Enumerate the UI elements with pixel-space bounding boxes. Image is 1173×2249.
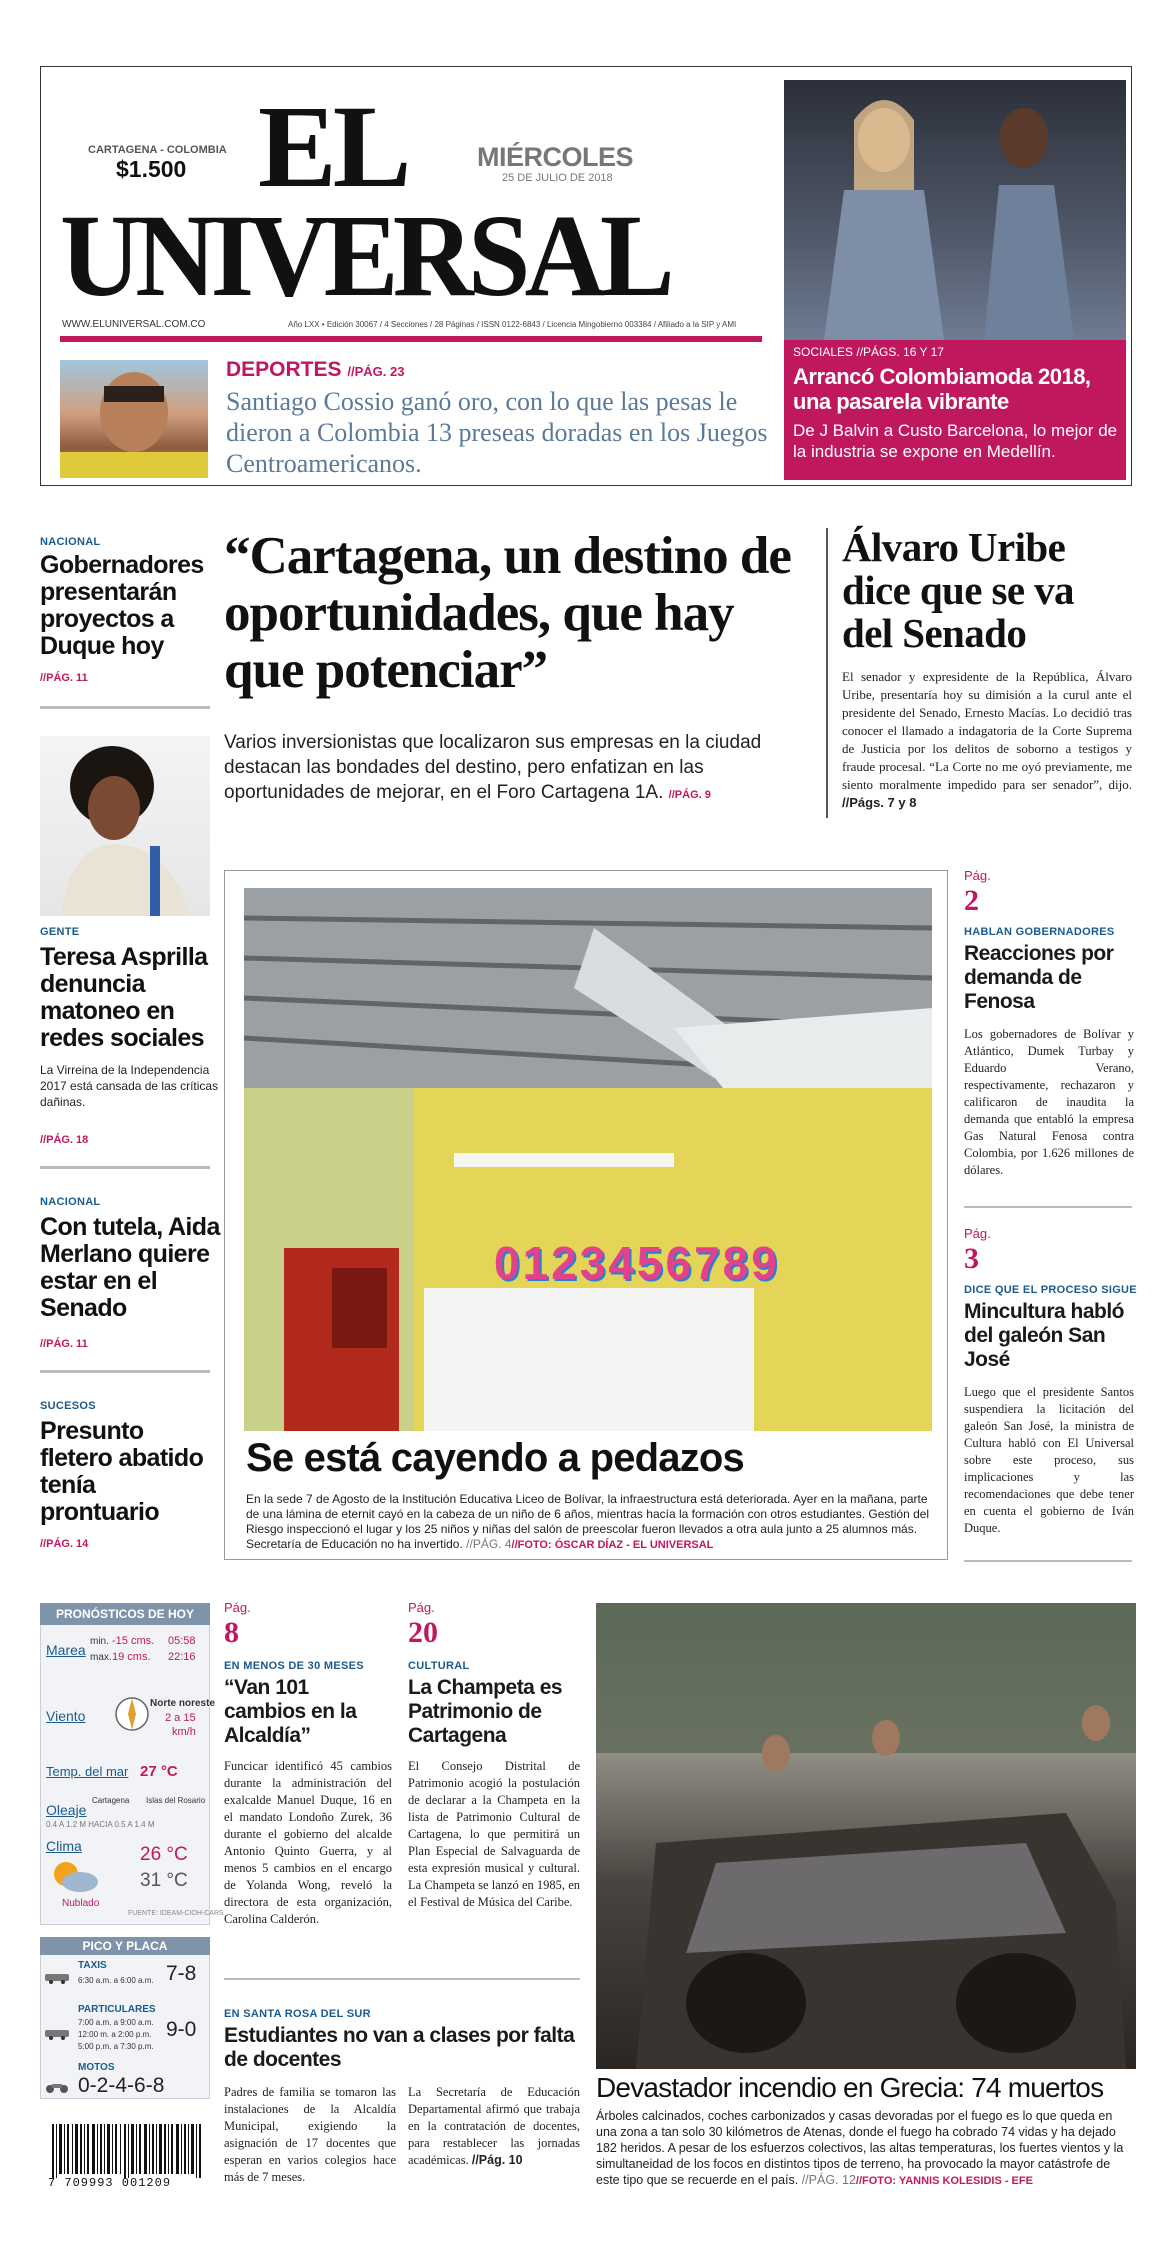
- nacional1-label: NACIONAL: [40, 536, 101, 548]
- right1-title[interactable]: Reacciones por demanda de Fenosa: [964, 942, 1114, 1013]
- masthead-rule: [60, 336, 762, 342]
- oleaje-islas: Islas del Rosario: [146, 1796, 206, 1805]
- mid1-label: EN MENOS DE 30 MESES: [224, 1660, 364, 1672]
- weather-title: PRONÓSTICOS DE HOY: [40, 1603, 210, 1625]
- part-hours-1: 7:00 a.m. a 9:00 a.m.: [78, 2018, 154, 2027]
- mid1-num[interactable]: 8: [224, 1616, 239, 1649]
- part-hours-3: 5:00 p.m. a 7:30 p.m.: [78, 2042, 154, 2051]
- right2-num[interactable]: 3: [964, 1242, 979, 1275]
- nacional2-page[interactable]: //PÁG. 11: [40, 1338, 88, 1350]
- greece-page[interactable]: //PÁG. 12: [801, 2173, 856, 2187]
- right1-pag: Pág.: [964, 868, 991, 883]
- sociales-label[interactable]: SOCIALES //PÁGS. 16 Y 17: [793, 345, 944, 359]
- mid1-pag: Pág.: [224, 1600, 251, 1615]
- taxis-label: TAXIS: [78, 1960, 107, 1971]
- masthead-website[interactable]: WWW.ELUNIVERSAL.COM.CO: [62, 319, 206, 330]
- sucesos-title[interactable]: Presunto fletero abatido tenía prontuario: [40, 1417, 204, 1526]
- greece-credit: //FOTO: YANNIS KOLESIDIS - EFE: [855, 2175, 1033, 2187]
- uribe-text: [842, 668, 1132, 812]
- mid2-label: CULTURAL: [408, 1660, 470, 1672]
- mid2-text: El Consejo Distrital de Patrimonio acogió la postulación de declarar a la Champeta en la lista de Patrimonio Cultural de Cartagena, lo que permitirá un Plan Especial de Salvaguarda de esta expresión musical y cultural. La Champeta se lanzó en 1985, en el Festival de Música del Caribe.: [408, 1759, 580, 1909]
- weightlifter-photo: [60, 360, 208, 478]
- greece-text: [596, 2108, 1136, 2189]
- divider-right: [964, 1206, 1132, 1208]
- uribe-page[interactable]: //Págs. 7 y 8: [842, 795, 917, 810]
- masthead-price: $1.500: [116, 156, 187, 182]
- masthead-date: 25 DE JULIO DE 2018: [502, 172, 613, 184]
- marea-max-time: 22:16: [168, 1651, 196, 1663]
- mid2-pag: Pág.: [408, 1600, 435, 1615]
- moto-icon: [44, 2080, 70, 2094]
- weather-source: FUENTE: IDEAM-CIOH-CARS: [128, 1910, 224, 1917]
- oleaje-cart: Cartagena: [92, 1796, 130, 1805]
- mid3-text2-body: La Secretaría de Educación Departamental afirmó que trabaja en la contratación de docentes, para restablecer las jornadas académicas.: [408, 2085, 580, 2167]
- marea-label: Marea: [46, 1642, 86, 1658]
- marea-max-val: 19 cms.: [112, 1651, 151, 1663]
- mid2-num[interactable]: 20: [408, 1616, 438, 1649]
- clima-min: 31 °C: [140, 1870, 188, 1891]
- gente-page[interactable]: //PÁG. 18: [40, 1134, 89, 1146]
- lead-text-body: Varios inversionistas que localizaron sus empresas en la ciudad destacan las bondades del destino, pero enfatizan en las oportunidades de mejorar, en el Foro Cartagena 1A.: [224, 732, 762, 803]
- oleaje-label: Oleaje: [46, 1802, 87, 1818]
- marea-min-time: 05:58: [168, 1635, 196, 1647]
- uribe-text-body: El senador y expresidente de la República, Álvaro Uribe, presentaría hoy su dimisión a la curul ante el presidente del Senado, Ernesto Macías. Lo decidió tras conocer el llamado a indagatoria de la Corte Suprema de Justicia por los delitos de soborno a testigos y fraude procesal. “La Corte no me oyó previamente, me siento moralmente impedido para ser senador”, dijo.: [842, 669, 1132, 792]
- motos-label: MOTOS: [78, 2062, 115, 2073]
- fashion-photo: [784, 80, 1126, 340]
- marea-min-label: min.: [90, 1636, 109, 1647]
- nacional1-page[interactable]: //PÁG. 11: [40, 672, 88, 684]
- mid1-text: Funcicar identificó 45 cambios durante la administración del exalcalde Manuel Duque, 16 en el mandato Londoño Zurek, 36 durante el gobierno del alcalde Antonio Quinto Guerra, y al menos 5 cambios en el encargo de Yolanda Wong, reveló la directora de esta organización, Carolina Calderón.: [224, 1759, 392, 1926]
- sucesos-label: SUCESOS: [40, 1400, 96, 1412]
- lead-text: [224, 730, 794, 808]
- part-hours-2: 12:00 m. a 2:00 p.m.: [78, 2030, 152, 2039]
- divider-2: [40, 1166, 210, 1169]
- right2-label: DICE QUE EL PROCESO SIGUE: [964, 1284, 1137, 1296]
- nacional2-title[interactable]: Con tutela, Aida Merlano quiere estar en el Senado: [40, 1213, 220, 1322]
- school-credit: //FOTO: ÓSCAR DÍAZ - EL UNIVERSAL: [511, 1539, 714, 1551]
- uribe-title[interactable]: Álvaro Uribe dice que se va del Senado: [842, 524, 1074, 656]
- mid3-title[interactable]: Estudiantes no van a clases por falta de docentes: [224, 2024, 575, 2071]
- deportes-label-text: DEPORTES: [226, 358, 342, 381]
- greece-title[interactable]: Devastador incendio en Grecia: 74 muertos: [596, 2072, 1104, 2103]
- motos-val: 0-2-4-6-8: [78, 2074, 165, 2097]
- deportes-text[interactable]: Santiago Cossio ganó oro, con lo que las pesas le dieron a Colombia 13 preseas doradas en los Juegos Centroamericanos.: [226, 387, 768, 478]
- gente-text: La Virreina de la Independencia 2017 está cansada de las críticas dañinas.: [40, 1063, 219, 1109]
- divider-1: [40, 706, 210, 709]
- logo-el: EL: [258, 81, 408, 212]
- lead-title[interactable]: “Cartagena, un destino de oportunidades, que hay que potenciar”: [224, 527, 791, 699]
- right2-title[interactable]: Mincultura habló del galeón San José: [964, 1300, 1124, 1371]
- sociales-text: De J Balvin a Custo Barcelona, lo mejor de la industria se expone en Medellín.: [793, 421, 1118, 461]
- lead-page[interactable]: //PÁG. 9: [668, 789, 711, 801]
- taxis-hours: 6:30 a.m. a 6:00 a.m.: [78, 1976, 154, 1985]
- taxis-val: 7-8: [166, 1962, 197, 1985]
- right2-pag: Pág.: [964, 1226, 991, 1241]
- greece-text-body: Árboles calcinados, coches carbonizados y casas devoradas por el fuego es lo que queda en una zona a tan solo 30 kilómetros de Atenas, donde el fuego ha cobrado 74 vidas y ha dejado 182 heridos. A pesar de los esfuerzos colectivos, las altas temperaturas, los fuertes vientos y la simultaneidad de los focos en distintos tipos de terreno, ha provocado la mayor catástrofe de este tipo que se recuerde en el país.: [596, 2109, 1124, 2187]
- sucesos-page[interactable]: //PÁG. 14: [40, 1538, 89, 1550]
- school-title[interactable]: Se está cayendo a pedazos: [246, 1436, 745, 1480]
- divider-mid: [224, 1978, 580, 1980]
- viento-unit: km/h: [172, 1726, 196, 1738]
- divider-3: [40, 1370, 210, 1373]
- clima-state: Nublado: [62, 1898, 100, 1909]
- temp-label: Temp. del mar: [46, 1764, 129, 1779]
- barcode-number: 7 709993 001209: [48, 2176, 172, 2190]
- school-text-body: En la sede 7 de Agosto de la Institución Educativa Liceo de Bolívar, la infraestructura está deteriorada. Ayer en la mañana, parte de una lámina de eternit cayó en la cabeza de un niño de 6 años, mientras hacía la formación con otros estudiantes. Gestión del Riesgo inspeccionó el lugar y los 25 niños y niñas del salón de preescolar fueron llevados a otra aula junto a 25 alumnos más. Secretaría de Educación no ha invertido.: [246, 1492, 930, 1551]
- mid3-text2: [408, 2084, 580, 2169]
- nacional2-label: NACIONAL: [40, 1196, 101, 1208]
- masthead-city: CARTAGENA - COLOMBIA: [88, 144, 227, 156]
- mid3-label: EN SANTA ROSA DEL SUR: [224, 2008, 371, 2020]
- masthead-day: MIÉRCOLES: [477, 142, 634, 172]
- gente-label: GENTE: [40, 926, 80, 938]
- mid1-title[interactable]: “Van 101 cambios en la Alcaldía”: [224, 1676, 357, 1747]
- pico-title: PICO Y PLACA: [40, 1937, 210, 1955]
- mid2-title[interactable]: La Champeta es Patrimonio de Cartagena: [408, 1676, 563, 1747]
- mid3-page[interactable]: //Pág. 10: [471, 2153, 523, 2167]
- right1-label: HABLAN GOBERNADORES: [964, 926, 1115, 938]
- viento-label: Viento: [46, 1708, 86, 1724]
- taxi-icon: [44, 1970, 70, 1984]
- deportes-label: [226, 358, 404, 382]
- logo-universal: UNIVERSAL: [60, 190, 669, 321]
- temp-val: 27 °C: [140, 1763, 178, 1780]
- sociales-title[interactable]: Arrancó Colombiamoda 2018, una pasarela vibrante: [793, 364, 1091, 414]
- cloud-sun-icon: [46, 1856, 102, 1896]
- school-numbers: 0123456789: [494, 1237, 780, 1289]
- deportes-page[interactable]: //PÁG. 23: [347, 364, 405, 379]
- oleaje-vals: 0.4 A 1.2 M HACIA 0.5 A 1.4 M: [46, 1820, 155, 1829]
- right2-text: Luego que el presidente Santos suspendiera la licitación del galeón San José, la ministra de Cultura habló con El Universal sobre este proceso, sus implicaciones y las recomendaciones que debe tener en cuenta el gobierno de Iván Duque.: [964, 1385, 1134, 1535]
- clima-label: Clima: [46, 1838, 82, 1854]
- mid3-text1: Padres de familia se tomaron las instalaciones de la Alcaldía Municipal, exigiendo la asignación de 17 docentes que esperan en varios colegios hace más de 7 meses.: [224, 2085, 396, 2184]
- school-text: [246, 1492, 936, 1553]
- masthead-edition: Año LXX • Edición 30067 / 4 Secciones / 28 Páginas / ISSN 0122-6843 / Licencia Mingobierno 003384 / Afiliado a la SIP y AMI: [288, 320, 737, 329]
- part-val: 9-0: [166, 2018, 197, 2041]
- nacional1-title[interactable]: Gobernadores presentarán proyectos a Duque hoy: [40, 551, 204, 660]
- gente-title[interactable]: Teresa Asprilla denuncia matoneo en redes sociales: [40, 943, 208, 1052]
- school-photo: [244, 888, 932, 1431]
- clima-max: 26 °C: [140, 1844, 188, 1865]
- uribe-rule: [826, 528, 828, 818]
- viento-dir: Norte noreste: [150, 1698, 216, 1709]
- part-label: PARTICULARES: [78, 2004, 156, 2015]
- teresa-photo: [40, 736, 210, 916]
- divider-right-2: [964, 1560, 1132, 1562]
- marea-min-val: -15 cms.: [112, 1635, 155, 1647]
- car-icon: [44, 2026, 70, 2040]
- viento-speed: 2 a 15: [165, 1712, 196, 1724]
- school-page[interactable]: //PÁG. 4: [466, 1537, 512, 1551]
- right1-text: Los gobernadores de Bolívar y Atlántico, Dumek Turbay y Eduardo Verano, respectivamente, rechazaron y calificaron de inaudita la demanda que entabló la empresa Gas Natural Fenosa contra Colombia, por 1.626 millones de dólares.: [964, 1027, 1134, 1177]
- compass-icon: [112, 1694, 152, 1734]
- right1-num[interactable]: 2: [964, 884, 979, 917]
- greece-photo: [596, 1603, 1136, 2069]
- marea-max-label: max.: [90, 1652, 112, 1663]
